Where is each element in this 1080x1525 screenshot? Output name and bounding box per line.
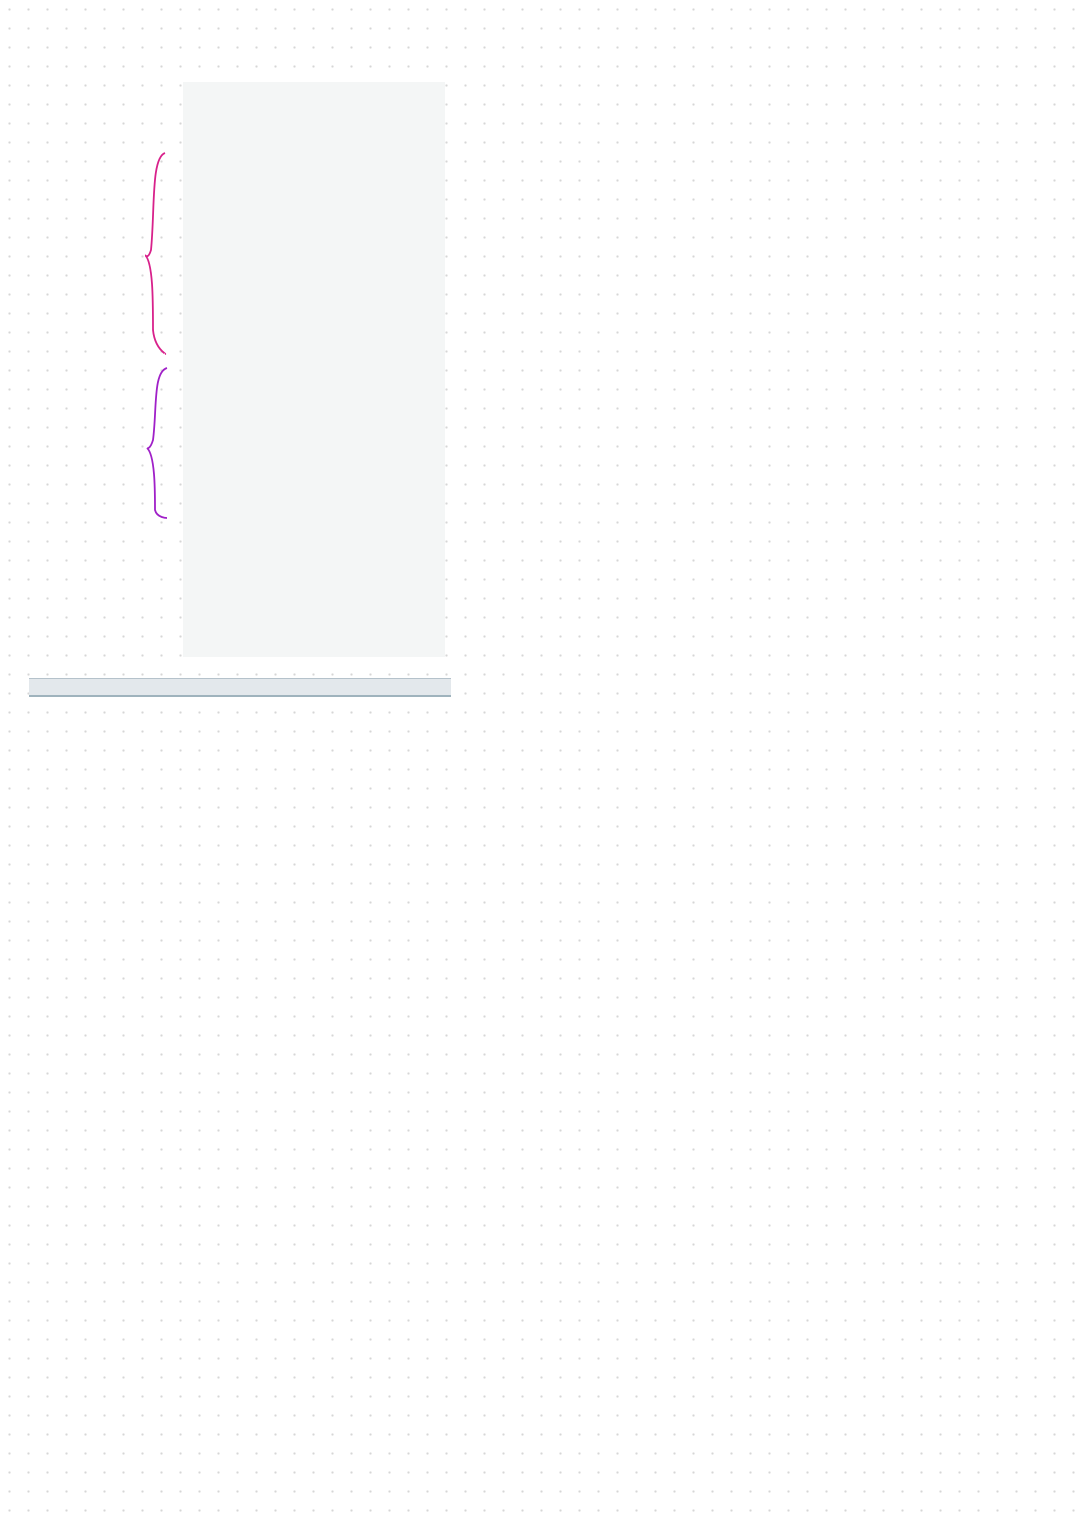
brace-lines bbox=[145, 150, 175, 530]
col-header-schaden bbox=[29, 679, 187, 697]
mutation-figure bbox=[183, 82, 445, 657]
col-header-ursache bbox=[303, 679, 451, 697]
col-header-visual bbox=[187, 679, 303, 697]
damage-table bbox=[29, 678, 451, 697]
